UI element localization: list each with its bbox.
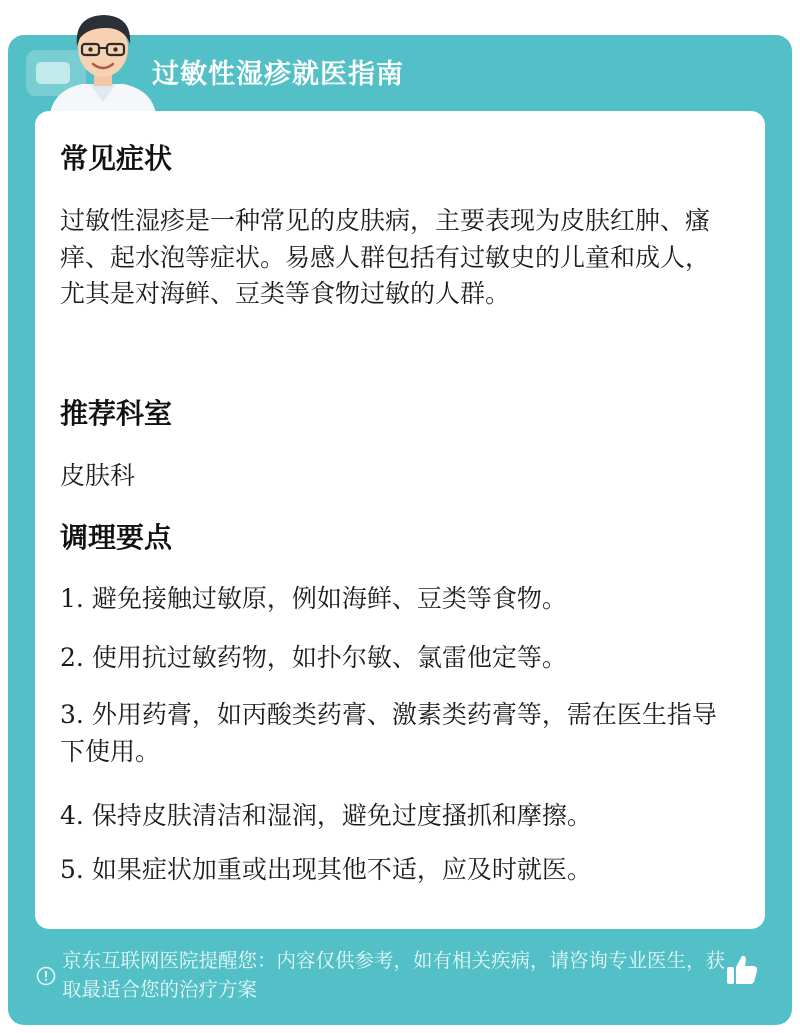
care-item [60,581,730,618]
symptoms-text: 过敏性湿疹是一种常见的皮肤病，主要表现为皮肤红肿、瘙痒、起水泡等症状。易感人群包括有过敏史的儿童和成人，尤其是对海鲜、豆类等食物过敏的人群。 [60,206,711,308]
care-item-number: 1. [60,584,84,613]
page-title: 过敏性湿疹就医指南 [152,59,404,90]
care-item-text: 如果症状加重或出现其他不适，应及时就医。 [91,855,592,884]
symptoms-heading: 常见症状 [60,142,173,175]
disclaimer-text: 京东互联网医院提醒您：内容仅供参考，如有相关疾病，请咨询专业医生，获取最适合您的治疗方案 [62,949,726,1001]
care-item-text: 保持皮肤清洁和湿润，避免过度搔抓和摩擦。 [91,801,592,830]
info-icon [36,966,56,986]
care-item-number: 4. [60,801,84,830]
care-item-number: 3. [60,700,84,729]
care-item [60,852,730,889]
care-item [60,798,730,835]
thumbs-up-icon[interactable] [724,952,760,988]
doctor-avatar-icon [44,6,162,114]
department-heading: 推荐科室 [60,397,173,430]
care-item-number: 5. [60,855,84,884]
care-heading: 调理要点 [60,521,173,554]
care-item [60,697,730,770]
care-item-text: 避免接触过敏原，例如海鲜、豆类等食物。 [91,584,567,613]
care-item-text: 使用抗过敏药物，如扑尔敏、氯雷他定等。 [91,643,567,672]
department-text: 皮肤科 [60,461,136,490]
care-item-text: 外用药膏，如丙酸类药膏、激素类药膏等，需在医生指导下使用。 [60,700,717,766]
care-item [60,640,730,677]
care-item-number: 2. [60,643,84,672]
